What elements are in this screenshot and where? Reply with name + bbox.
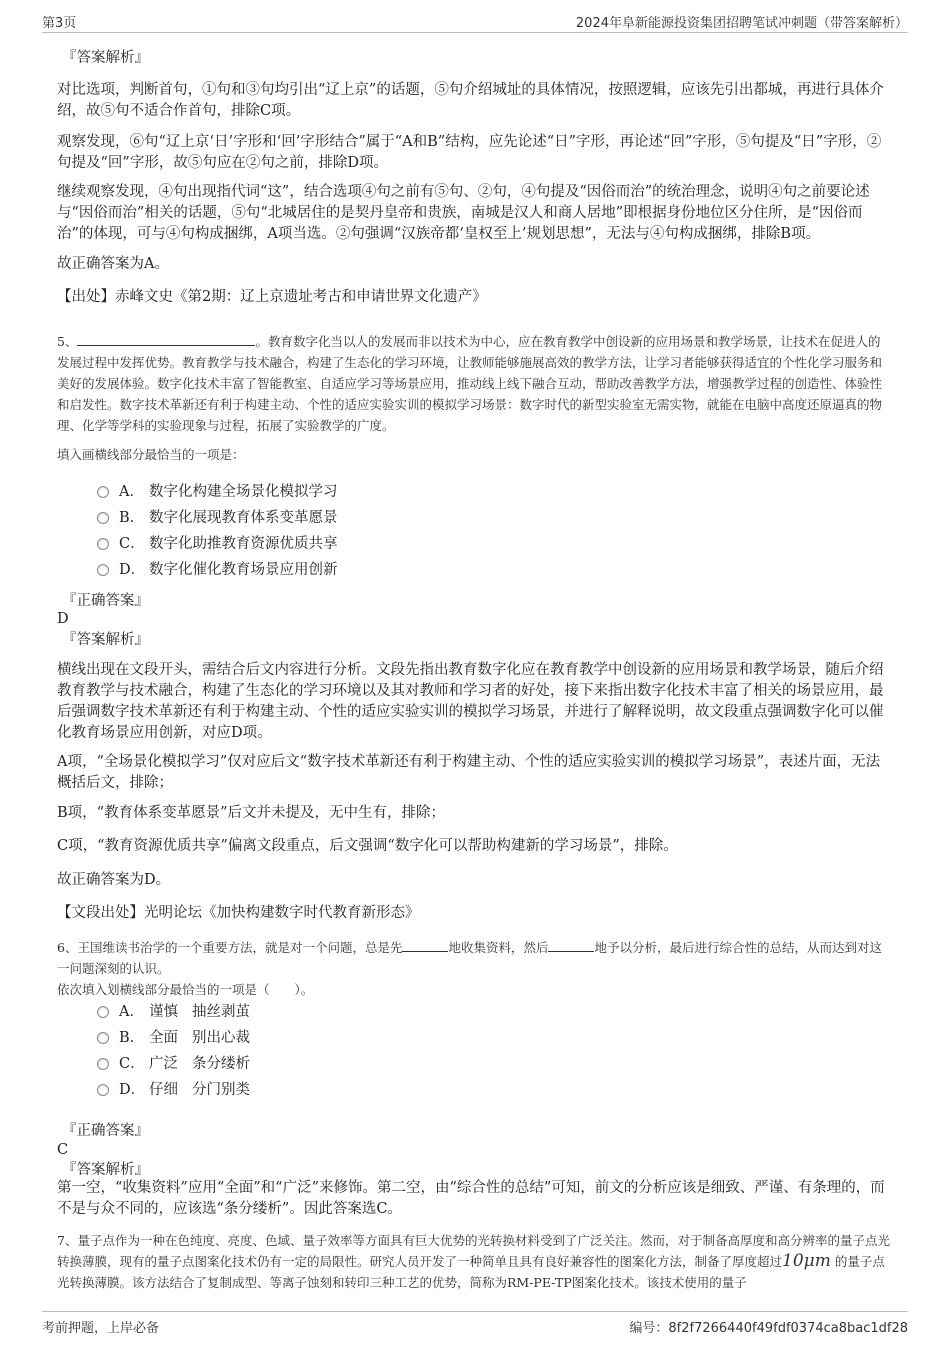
q6-option-c[interactable]: C． 广泛 条分缕析	[97, 1053, 250, 1075]
q6-answer: C	[57, 1142, 69, 1158]
q4-analysis-p1: 对比选项，判断首句，①句和③句均引出“辽上京”的话题，⑤句介绍城址的具体情况，按照逻辑，应该先引出都城，再进行具体介绍，故⑤句不适合作首句，排除C项。	[57, 82, 884, 119]
q7-stem: 7、量子点作为一种在色纯度、亮度、色域、量子效率等方面具有巨大优势的光转换材料受到了广泛关注。然而，对于制备高厚度和高分辨率的量子点光转换薄膜，现有的量子点图案化技术仍有一定的局限性。研究人员开发了一种简单且具有良好兼容性的图案化方法，制备了厚度超过10μm 的量子点光转换薄膜。该方法结合了复制成型、等离子蚀刻和转印三种工艺的优势，简称为RM-PE-TP图案化技术。该技术使用的量子	[57, 1233, 890, 1290]
q5-analysis-3: B项，“教育体系变革愿景”后文并未提及，无中生有，排除；	[57, 805, 445, 821]
q6-answer-label: 『正确答案』	[62, 1123, 149, 1139]
q6-blank-2	[548, 939, 594, 952]
radio-icon[interactable]	[97, 564, 109, 576]
q5-option-c[interactable]: C． 数字化助推教育资源优质共享	[97, 533, 338, 555]
page-footer	[42, 1311, 908, 1338]
page-number: 第3页	[42, 16, 77, 31]
q6-option-a[interactable]: A． 谨慎 抽丝剥茧	[97, 1001, 250, 1023]
q5-analysis-4: C项，“教育资源优质共享”偏离文段重点，后文强调“数字化可以帮助构建新的学习场景”，排除。	[57, 838, 678, 854]
q6-option-d[interactable]: D． 仔细 分门别类	[97, 1079, 250, 1101]
radio-icon[interactable]	[97, 1032, 109, 1044]
q4-conclusion: 故正确答案为A。	[57, 256, 169, 272]
q5-answer-label: 『正确答案』	[62, 593, 149, 609]
radio-icon[interactable]	[97, 1006, 109, 1018]
q6-option-b[interactable]: B． 全面 别出心裁	[97, 1027, 250, 1049]
q5-answer: D	[57, 611, 69, 627]
q5-analysis-1: 横线出现在文段开头，需结合后文内容进行分析。文段先指出教育数字化应在教育教学中创设新的应用场景和教学场景，随后介绍教育教学与技术融合，构建了生态化的学习环境以及其对教师和学习者的好处，接下来指出数字化技术丰富了相关的场景应用，最后强调数字技术革新还有利于构建主动、个性的适应实验实训的模拟学习场景，并进行了解释说明，故文段重点强调数字化可以催化教育场景应用创新，对应D项。	[57, 662, 884, 741]
q5-blank	[77, 331, 255, 346]
q4-analysis-p2: 观察发现，⑥句“辽上京‘日’字形和‘回’字形结合”属于“A和B”结构，应先论述“日”字形，再论述“回”字形，⑤句提及“日”字形，②句提及“回”字形，故⑤句应在②句之前，排除D项。	[57, 134, 882, 171]
q6-analysis: 第一空，“收集资料”应用“全面”和“广泛”来修饰。第二空，由“综合性的总结”可知，前文的分析应该是细致、严谨、有条理的，而不是与众不同的，应该选“条分缕析”。因此答案选C。	[57, 1180, 885, 1217]
q6-stem: 6、王国维读书治学的一个重要方法，就是对一个问题，总是先 地收集资料，然后 地予以分析，最后进行综合性的总结，从而达到对这一问题深刻的认识。	[57, 940, 882, 976]
q5-stem-text: 。教育数字化当以人的发展而非以技术为中心，应在教育教学中创设新的应用场景和教学场景，让技术在促进人的发展过程中发挥优势。教育教学与技术融合，构建了生态化的学习环境，让教师能够施展高效的教学方法，让学习者能够获得适宜的个性化学习服务和美好的发展体验。数字化技术丰富了智能教室、自适应学习等场景应用，推动线上线下融合互动，帮助改善教学方法，增强教学过程的创造性、体验性和启发性。数字技术革新还有利于构建主动、个性的适应实验实训的模拟学习场景：数字时代的新型实验室无需实物，就能在电脑中高度还原逼真的物理、化学等学科的实验现象与过程，拓展了实验教学的广度。	[57, 334, 883, 433]
radio-icon[interactable]	[97, 512, 109, 524]
document-id: 编号：8f2f7266440f49fdf0374ca8bac1df28	[629, 1321, 908, 1336]
q5-prompt: 填入画横线部分最恰当的一项是：	[57, 447, 245, 462]
footer-slogan: 考前押题，上岸必备	[42, 1321, 160, 1336]
radio-icon[interactable]	[97, 486, 109, 498]
q5-option-b[interactable]: B． 数字化展现教育体系变革愿景	[97, 507, 338, 529]
radio-icon[interactable]	[97, 1058, 109, 1070]
q5-option-d[interactable]: D． 数字化催化教育场景应用创新	[97, 559, 338, 581]
q4-analysis-p3: 继续观察发现，④句出现指代词“这”，结合选项④句之前有⑤句、②句，④句提及“因俗而治”的统治理念，说明④句之前要论述与“因俗而治”相关的话题，⑤句“北城居住的是契丹皇帝和贵族，南城是汉人和商人居地”即根据身份地位区分住所，是“因俗而治”的体现，可与④句构成捆绑，A项当选。②句强调“汉族帝都‘皇权至上’规划思想”，无法与④句构成捆绑，排除B项。	[57, 184, 870, 242]
q6-blank-1	[402, 939, 448, 952]
q4-source: 【出处】赤峰文史《第2期：辽上京遗址考古和申请世界文化遗产》	[57, 289, 487, 305]
page-header	[42, 8, 908, 33]
radio-icon[interactable]	[97, 1084, 109, 1096]
document-title: 2024年阜新能源投资集团招聘笔试冲刺题（带答案解析）	[575, 16, 908, 31]
q5-option-a[interactable]: A． 数字化构建全场景化模拟学习	[97, 481, 338, 503]
q5-number: 5、	[57, 334, 78, 349]
q5-stem	[57, 331, 892, 436]
q5-source: 【文段出处】光明论坛《加快构建数字时代教育新形态》	[57, 905, 420, 921]
q5-conclusion: 故正确答案为D。	[57, 872, 171, 888]
q6-prompt: 依次填入划横线部分最恰当的一项是（ ）。	[57, 982, 314, 997]
q6-analysis-label: 『答案解析』	[62, 1162, 149, 1178]
q5-analysis-label: 『答案解析』	[62, 632, 149, 648]
q5-analysis-2: A项，“全场景化模拟学习”仅对应后文“数字技术革新还有利于构建主动、个性的适应实验实训的模拟学习场景”，表述片面，无法概括后文，排除；	[57, 754, 881, 791]
radio-icon[interactable]	[97, 538, 109, 550]
q7-math-formula: 10μm	[782, 1251, 831, 1271]
q4-analysis-label: 『答案解析』	[62, 50, 149, 66]
